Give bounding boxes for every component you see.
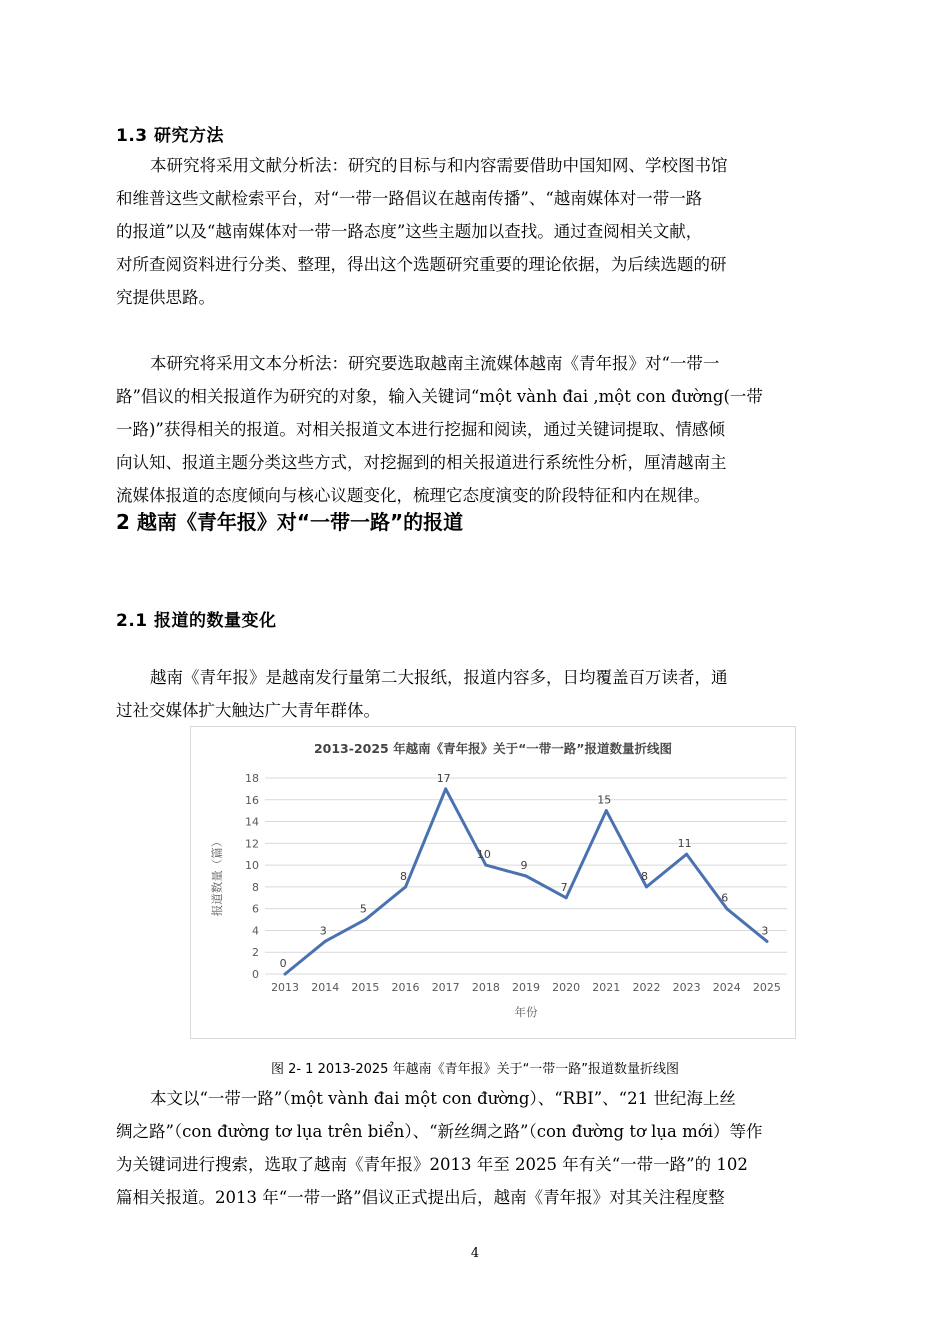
- x-tick-label: 2013: [271, 981, 300, 994]
- x-tick-label: 2017: [431, 981, 460, 994]
- section-heading-2-1: 2.1 报道的数量变化: [116, 611, 277, 631]
- paragraph-line: 一路)”获得相关的报道。对相关报道文本进行挖掘和阅读，通过关键词提取、情感倾: [116, 420, 725, 439]
- data-point: [605, 809, 608, 812]
- paragraph-literature-method: [116, 149, 836, 314]
- x-tick-label: 2016: [391, 981, 420, 994]
- data-point: [725, 907, 728, 910]
- paragraph-line: 和维普这些文献检索平台，对“一带一路倡议在越南传播”、“越南媒体对一带一路: [116, 189, 703, 208]
- page-number: 4: [470, 1246, 480, 1261]
- x-tick-label: 2020: [552, 981, 581, 994]
- data-point: [404, 885, 407, 888]
- paragraph-line: 越南《青年报》是越南发行量第二大报纸，报道内容多，日均覆盖百万读者，通: [150, 668, 728, 687]
- paragraph-line: 向认知、报道主题分类这些方式，对挖掘到的相关报道进行系统性分析，厘清越南主: [116, 453, 727, 472]
- paragraph-line: 的报道”以及“越南媒体对一带一路态度”这些主题加以查找。通过查阅相关文献，: [116, 222, 703, 241]
- paragraph-line: 篇相关报道。2013 年“一带一路”倡议正式提出后，越南《青年报》对其关注程度整: [116, 1188, 725, 1207]
- y-tick-label: 10: [245, 859, 259, 873]
- data-label: 9: [520, 859, 528, 872]
- data-label: 15: [597, 793, 612, 807]
- paragraph-line: 流媒体报道的态度倾向与核心议题变化，梳理它态度演变的阶段特征和内在规律。: [116, 486, 710, 505]
- data-label: 5: [359, 902, 367, 916]
- data-point: [284, 973, 287, 976]
- y-tick-label: 8: [252, 880, 259, 894]
- data-point: [324, 940, 327, 943]
- paragraph-line: 究提供思路。: [116, 288, 215, 307]
- data-label: 6: [721, 891, 729, 905]
- y-tick-label: 0: [252, 968, 259, 981]
- x-tick-label: 2015: [351, 981, 380, 994]
- data-point: [484, 864, 487, 867]
- y-tick-label: 6: [252, 902, 259, 916]
- paragraph-line: 对所查阅资料进行分类、整理，得出这个选题研究重要的理论依据，为后续选题的研: [116, 255, 727, 274]
- x-axis-title: 年份: [514, 1005, 538, 1019]
- paragraph-line: 为关键词进行搜索，选取了越南《青年报》2013 年至 2025 年有关“一带一路”的 102: [116, 1155, 748, 1174]
- chart-svg: [191, 727, 795, 1038]
- data-point: [765, 940, 768, 943]
- paragraph-line: 绸之路”（con đường tơ lụa trên biển）、“新丝绸之路”（con đường tơ lụa mới）等作: [116, 1122, 763, 1141]
- data-label: 11: [677, 837, 692, 851]
- paragraph-line: 本研究将采用文献分析法：研究的目标与和内容需要借助中国知网、学校图书馆: [150, 156, 728, 175]
- x-tick-label: 2014: [311, 981, 340, 994]
- x-tick-label: 2025: [752, 981, 781, 994]
- figure-caption: 图 2- 1 2013-2025 年越南《青年报》关于“一带一路”报道数量折线图: [270, 1062, 680, 1077]
- data-label: 10: [476, 848, 491, 862]
- paragraph-line: 本文以“一带一路”（một vành đai một con đường）、“RBI”、“21 世纪海上丝: [150, 1089, 736, 1108]
- x-tick-label: 2022: [632, 981, 661, 994]
- chart-title: 2013-2025 年越南《青年报》关于“一带一路”报道数量折线图: [313, 741, 673, 756]
- data-label: 3: [761, 924, 769, 938]
- series-line: [285, 789, 767, 974]
- data-label: 3: [319, 924, 327, 938]
- data-point: [525, 875, 528, 878]
- x-tick-label: 2023: [672, 981, 701, 994]
- y-tick-label: 18: [245, 772, 259, 785]
- paragraph-line: 本研究将采用文本分析法：研究要选取越南主流媒体越南《青年报》对“一带一: [150, 354, 720, 373]
- data-label: 7: [560, 880, 568, 894]
- x-tick-label: 2021: [592, 981, 621, 994]
- y-tick-label: 4: [252, 924, 259, 938]
- data-point: [565, 896, 568, 899]
- paragraph-line: 过社交媒体扩大触达广大青年群体。: [116, 701, 380, 720]
- data-point: [364, 918, 367, 921]
- section-heading-2: 2 越南《青年报》对“一带一路”的报道: [116, 510, 464, 534]
- y-axis-title: 报道数量（篇）: [210, 835, 224, 917]
- data-point: [685, 853, 688, 856]
- y-tick-label: 2: [252, 946, 259, 960]
- data-point: [645, 885, 648, 888]
- data-label: 17: [436, 771, 451, 785]
- data-label: 8: [640, 869, 648, 883]
- y-tick-label: 12: [245, 837, 259, 851]
- data-point: [444, 787, 447, 790]
- data-label: 0: [279, 957, 287, 970]
- paragraph-text-analysis-method: [116, 347, 836, 512]
- x-tick-label: 2024: [712, 981, 741, 994]
- line-chart: [190, 726, 796, 1039]
- y-tick-label: 14: [245, 815, 259, 829]
- y-tick-label: 16: [245, 793, 259, 807]
- paragraph-newspaper-intro: [116, 661, 836, 727]
- x-tick-label: 2018: [471, 981, 500, 994]
- paragraph-line: 路”倡议的相关报道作为研究的对象，输入关键词“một vành đai ,một con đường(一带: [116, 387, 763, 406]
- paragraph-search-method: [116, 1082, 836, 1214]
- x-tick-label: 2019: [512, 981, 540, 994]
- data-label: 8: [400, 869, 408, 883]
- section-heading-1-3: 1.3 研究方法: [116, 126, 225, 146]
